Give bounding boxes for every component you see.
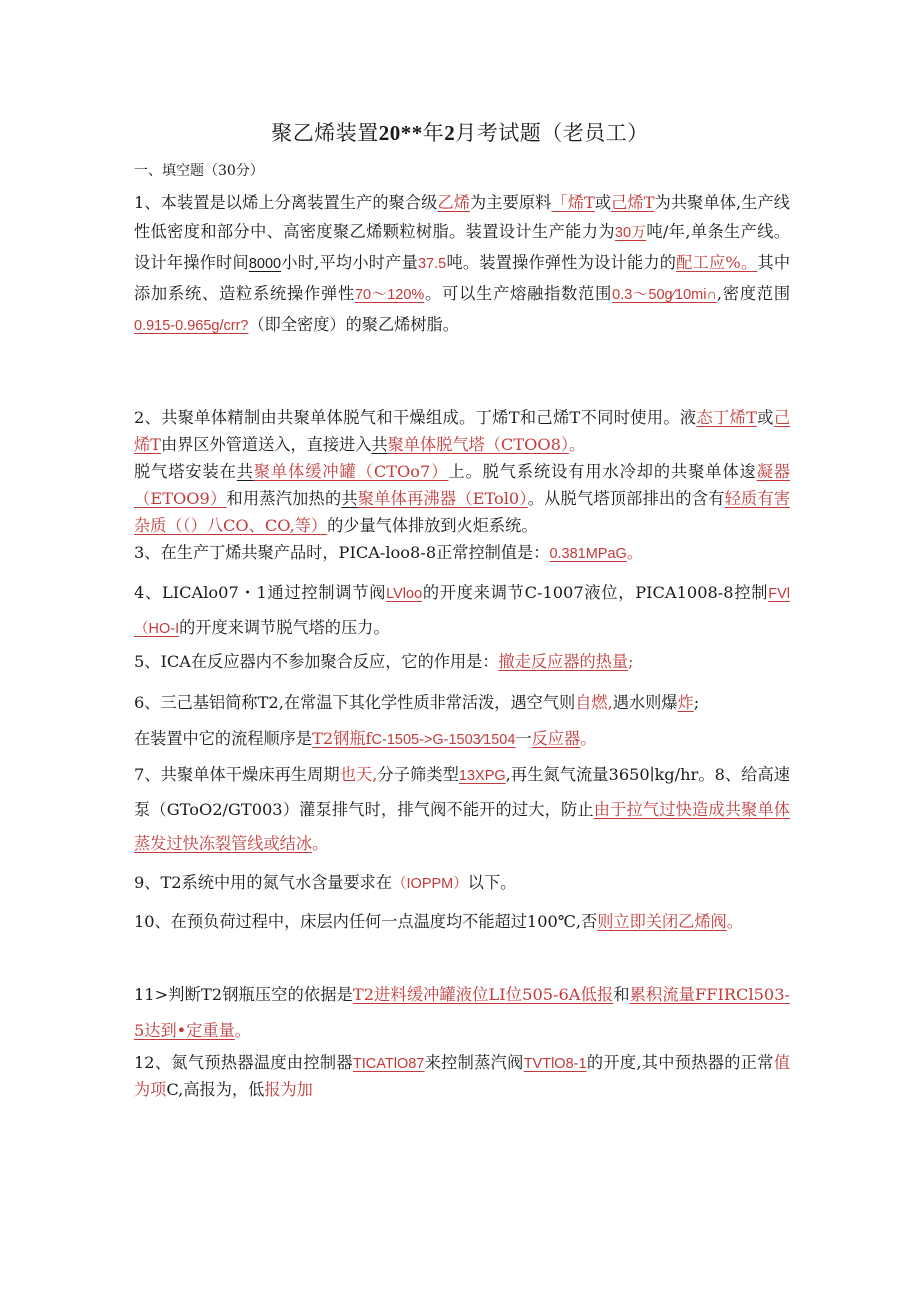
answer-text: 撤走反应器的热量 xyxy=(498,652,629,671)
question-text: 由界区外管道送入，直接进入 xyxy=(160,435,372,454)
question-text: ,再生氮气流量3650∣kg∕hr。8、给高速泵（GToO2/GT003）灌泵排气时，排气阀不能开的过大，防止 xyxy=(134,765,790,819)
question-7 xyxy=(134,758,790,861)
question-text: ,密度范围 xyxy=(716,284,791,303)
question-text: ; xyxy=(693,693,700,712)
answer-text: 37.5 xyxy=(417,256,447,272)
answer-text: 「烯T xyxy=(551,193,595,212)
question-text: 和 xyxy=(613,985,630,1004)
answer-text: 己烯T xyxy=(134,408,790,454)
question-text: 3、在生产丁烯共聚产品时，PICA-loo8-8正常控制值是： xyxy=(134,543,550,562)
answer-text: 0.3～50g∕10mi∩ xyxy=(612,287,717,303)
question-11 xyxy=(134,977,790,1049)
answer-text: 轻质有害杂质（（）八CO、CO,等） xyxy=(134,489,791,535)
question-text: 来控制蒸汽阀 xyxy=(424,1053,524,1072)
question-text: 为共聚单体,生产线性低密度和部分中、高密度聚乙烯颗粒树脂。装置设计生产能力为 xyxy=(134,193,790,241)
answer-text: 态丁烯T xyxy=(696,408,757,427)
question-text: 或 xyxy=(594,193,612,212)
question-text: 4、LICAlo07・1通过控制调节阀 xyxy=(134,583,387,602)
question-text: 小时,平均小时产量 xyxy=(281,253,418,272)
question-text: 上。脱气系统设有用水冷却的共聚单体逡 xyxy=(448,462,757,481)
answer-text: 累积流量FFIRCl503-5达到•定重量 xyxy=(134,985,790,1040)
question-text: 一 xyxy=(515,729,532,748)
question-text: 在装置中它的流程顺序是 xyxy=(134,729,313,748)
question-text: 5、ICA在反应器内不参加聚合反应，它的作用是： xyxy=(134,652,499,671)
answer-text: 共 xyxy=(371,435,388,454)
question-1 xyxy=(134,188,790,341)
question-text: 。从脱气塔顶部排出的含有 xyxy=(527,489,725,508)
question-text: ; xyxy=(628,652,634,671)
answer-text: TICATlO87 xyxy=(352,1056,425,1072)
answer-text: 则立即关闭乙烯阀 xyxy=(597,912,727,931)
question-text: 的开度来调节C-1007液位，PICA1008-8控制 xyxy=(422,583,769,602)
answer-text: 0.381MPaG xyxy=(549,546,627,562)
answer-text: TVTlO8-1 xyxy=(523,1056,587,1072)
question-text: 1、本装置是以烯上分离装置生产的聚合级 xyxy=(134,193,438,212)
question-text: C,高报为，低 xyxy=(166,1080,265,1099)
question-text: 的开度,其中预热器的正常 xyxy=(586,1053,774,1072)
answer-text: FVl（HO-I xyxy=(134,586,790,637)
question-text: 为主要原料 xyxy=(470,193,552,212)
question-6 xyxy=(134,685,790,758)
section-heading: 一、填空题（30分） xyxy=(134,163,264,179)
question-text: 2、共聚单体精制由共聚单体脱气和干燥组成。丁烯T和己烯T不同时使用。液 xyxy=(134,408,697,427)
question-text: 。 xyxy=(234,1021,251,1040)
question-text: 吨。装置操作弹性为设计能力的 xyxy=(446,253,677,272)
question-9 xyxy=(134,868,790,899)
question-2 xyxy=(134,404,790,539)
question-12 xyxy=(134,1050,790,1103)
question-text: 的开度来调节脱气塔的压力。 xyxy=(179,618,390,637)
question-text: 9、T2系统中用的氮气水含量要求在 xyxy=(134,873,393,892)
question-text: 11>判断T2钢瓶压空的依据是 xyxy=(134,985,353,1004)
answer-text: 共 xyxy=(341,489,358,508)
answer-text: 聚单体再沸器（ETol0） xyxy=(357,489,528,508)
title-text: 月考试题（老员工） xyxy=(455,121,649,145)
answer-text: 8000 xyxy=(248,256,282,272)
question-text: 。可以生产熔融指数范围 xyxy=(424,284,613,303)
question-text: 7、共聚单体干燥床再生周期 xyxy=(134,765,340,784)
question-text: 其中添加系统、造粒系统操作弹性 xyxy=(134,253,791,303)
question-text: 以下。 xyxy=(467,873,517,892)
answer-text: 聚单体脱气塔（CTOO8） xyxy=(387,435,570,454)
question-text: 脱气塔安装在 xyxy=(134,462,237,481)
title-year: 20** xyxy=(378,121,423,145)
question-text: 。 xyxy=(569,435,586,454)
answer-text: 13XPG xyxy=(458,768,506,784)
question-4 xyxy=(134,576,790,646)
answer-text: 聚单体缓冲罐（CTOo7） xyxy=(253,462,449,481)
answer-text: C-1505->G-1503∕1504 xyxy=(371,732,516,748)
answer-text: T2进料缓冲罐液位LI位505-6A低报 xyxy=(352,985,614,1004)
answer-text: 配工应%。 xyxy=(676,253,758,272)
answer-text: 70～120% xyxy=(354,287,425,303)
answer-text: 自燃, xyxy=(575,693,613,712)
question-text: 10、在预负荷过程中，床层内任何一点温度均不能超过100℃,否 xyxy=(134,912,598,931)
answer-text: 共 xyxy=(236,462,254,481)
question-text: 6、三己基铝简称T2,在常温下其化学性质非常活泼，遇空气则 xyxy=(134,693,576,712)
title-month: 2 xyxy=(444,121,456,145)
answer-text: 值为项 xyxy=(134,1053,790,1099)
answer-text: 由于拉气过快造成共聚单体蒸发过快冻裂管线或结冰 xyxy=(134,800,790,853)
question-text: （即全密度）的聚乙烯树脂。 xyxy=(248,315,459,334)
question-text: 和用蒸汽加热的 xyxy=(226,489,342,508)
question-text: 的少量气体排放到火炬系统。 xyxy=(327,516,538,535)
answer-text: 报为加 xyxy=(264,1080,313,1099)
question-10 xyxy=(134,904,790,940)
exam-title xyxy=(0,117,920,147)
answer-text: 0.915-0.965g/crr? xyxy=(134,318,249,334)
question-text: 。 xyxy=(580,729,597,748)
answer-text: 炸 xyxy=(677,693,694,712)
answer-text: 反应器 xyxy=(531,729,581,748)
answer-text: （IOPPM） xyxy=(392,876,468,892)
question-text: 。 xyxy=(726,912,743,931)
answer-text: 凝器（ETOO9） xyxy=(134,462,791,508)
question-text: 遇水则爆 xyxy=(612,693,678,712)
answer-text: 己烯T xyxy=(611,193,655,212)
title-text: 聚乙烯装置 xyxy=(271,121,379,145)
question-3 xyxy=(134,538,790,569)
question-text: 或 xyxy=(756,408,774,427)
question-text: 12、氮气预热器温度由控制器 xyxy=(134,1053,353,1072)
question-5 xyxy=(134,647,790,676)
answer-text: T2钢瓶f xyxy=(312,729,372,748)
answer-text: 也天, xyxy=(339,765,378,784)
title-text: 年 xyxy=(422,121,445,145)
question-text: 吨/年,单条生产线。设计年操作时间 xyxy=(134,222,790,272)
question-text: 。 xyxy=(626,543,644,562)
answer-text: LVloo xyxy=(386,586,423,602)
answer-text: 30万 xyxy=(614,225,647,241)
answer-text: 乙烯 xyxy=(437,193,471,212)
question-text: 分子筛类型 xyxy=(377,765,459,784)
question-text: 。 xyxy=(312,834,329,853)
